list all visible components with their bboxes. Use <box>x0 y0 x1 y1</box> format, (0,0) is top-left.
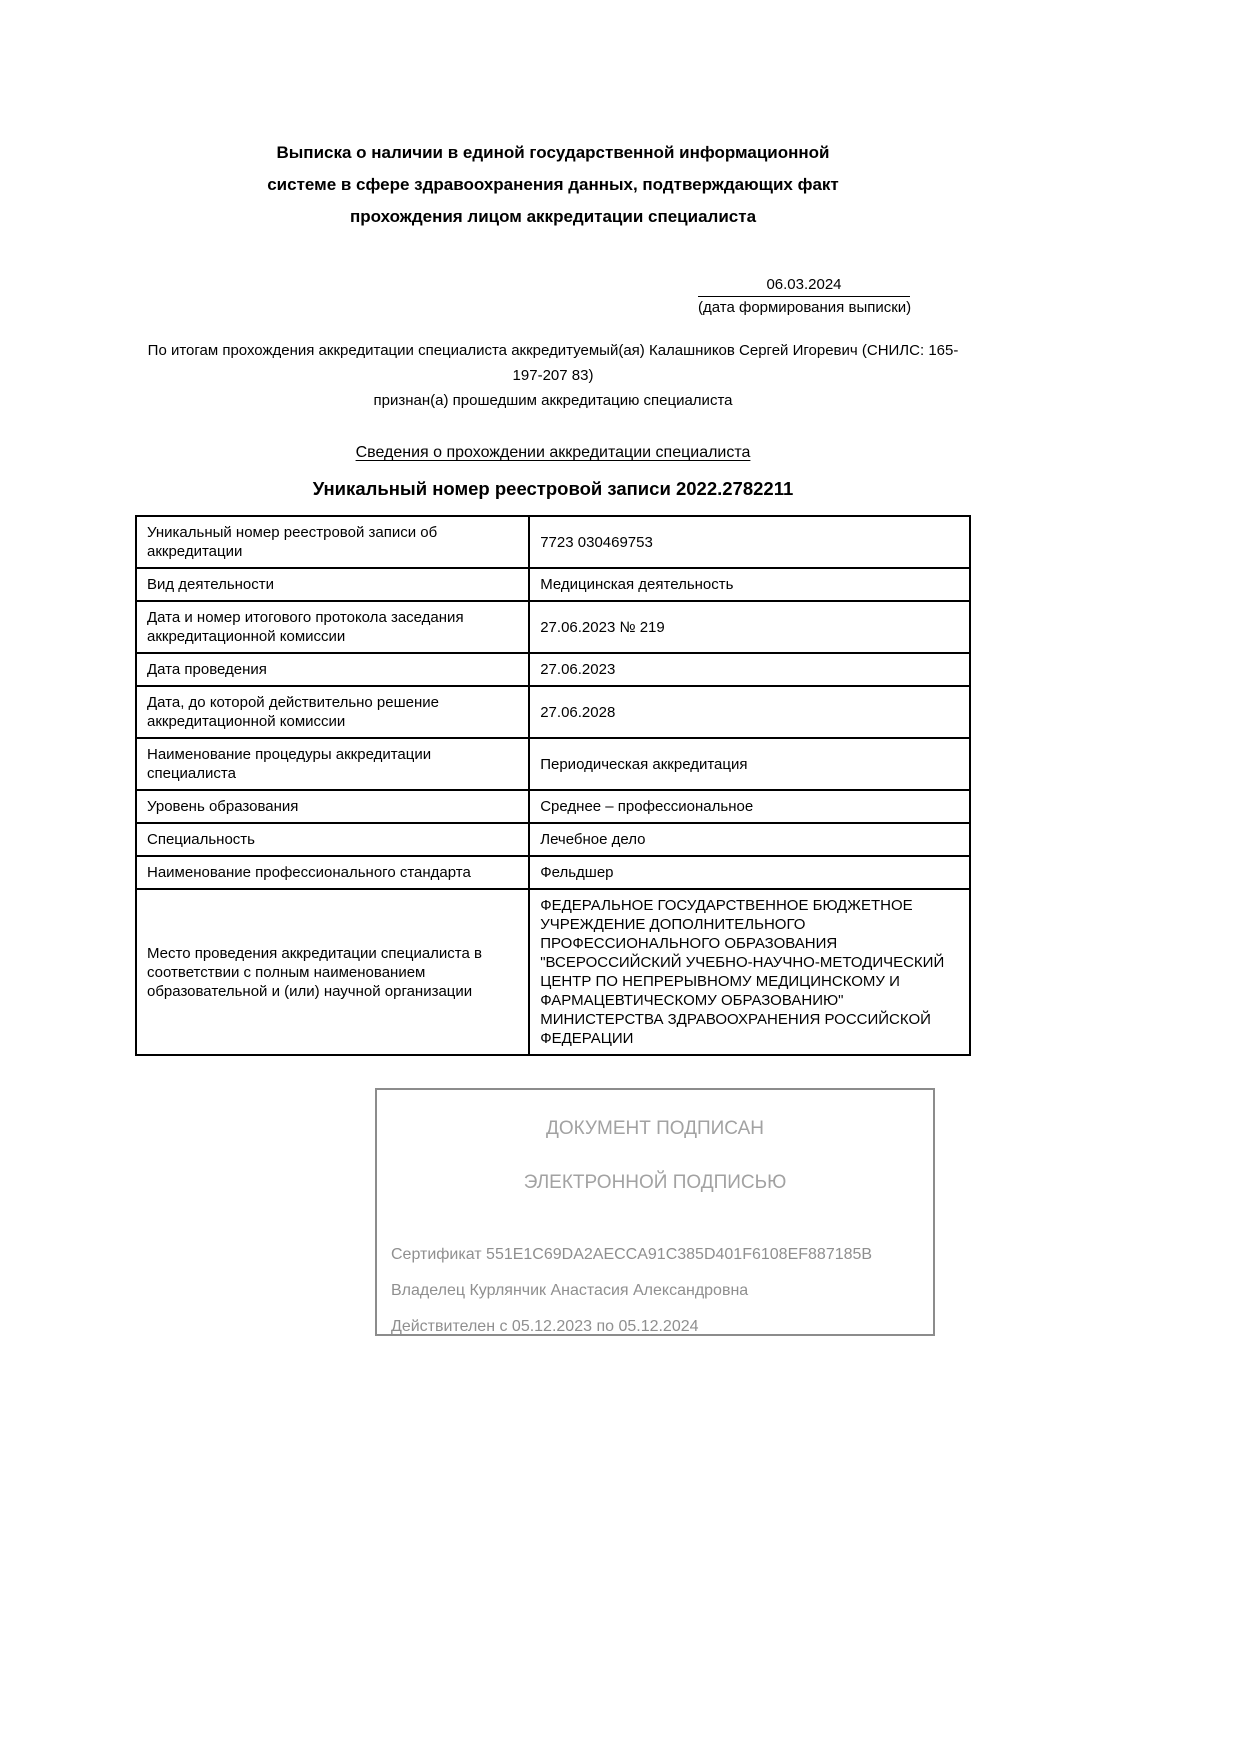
intro-paragraph <box>135 338 971 413</box>
row-label-cell: Уникальный номер реестровой записи об аккредитации <box>136 516 529 568</box>
table-row <box>136 823 970 856</box>
formation-date-label: (дата формирования выписки) <box>698 299 912 316</box>
page-title <box>135 137 971 233</box>
table-row <box>136 790 970 823</box>
row-value-cell: Среднее – профессиональное <box>529 790 970 823</box>
table-row <box>136 856 970 889</box>
section-heading: Сведения о прохождении аккредитации специалиста <box>355 444 751 461</box>
formation-date-value: 06.03.2024 <box>698 276 910 297</box>
table-row <box>136 601 970 653</box>
row-value-cell: Медицинская деятельность <box>529 568 970 601</box>
row-value-cell: Периодическая аккредитация <box>529 738 970 790</box>
certificate-line: Сертификат 551E1C69DA2AECCA91C385D401F6108EF887185B <box>391 1246 873 1263</box>
table-row <box>136 516 970 568</box>
intro-line: По итогам прохождения аккредитации специалиста аккредитуемый(ая) Калашников Сергей Игоревич (СНИЛС: 165-197-207 83) <box>147 342 959 384</box>
row-value-cell: Фельдшер <box>529 856 970 889</box>
accreditation-table-body <box>136 516 970 1055</box>
table-row <box>136 889 970 1055</box>
signature-info <box>377 1237 933 1345</box>
row-label-cell: Специальность <box>136 823 529 856</box>
row-label-cell: Место проведения аккредитации специалиста в соответствии с полным наименованием образовательной и (или) научной организации <box>136 889 529 1055</box>
row-value-cell: 27.06.2028 <box>529 686 970 738</box>
formation-date-block <box>698 276 910 316</box>
table-row <box>136 738 970 790</box>
row-value-cell: 27.06.2023 № 219 <box>529 601 970 653</box>
owner-line: Владелец Курлянчик Анастасия Александровна <box>391 1282 749 1299</box>
digital-signature-stamp <box>375 1088 935 1336</box>
signature-heading-line: ДОКУМЕНТ ПОДПИСАН <box>546 1118 764 1139</box>
row-label-cell: Дата, до которой действительно решение аккредитационной комиссии <box>136 686 529 738</box>
row-value-cell: 7723 030469753 <box>529 516 970 568</box>
row-label-cell: Дата и номер итогового протокола заседания аккредитационной комиссии <box>136 601 529 653</box>
row-label-cell: Дата проведения <box>136 653 529 686</box>
row-label-cell: Вид деятельности <box>136 568 529 601</box>
table-row <box>136 568 970 601</box>
intro-line: признан(а) прошедшим аккредитацию специалиста <box>373 392 733 409</box>
signature-heading-line: ЭЛЕКТРОННОЙ ПОДПИСЬЮ <box>523 1172 787 1193</box>
row-value-cell: ФЕДЕРАЛЬНОЕ ГОСУДАРСТВЕННОЕ БЮДЖЕТНОЕ УЧРЕЖДЕНИЕ ДОПОЛНИТЕЛЬНОГО ПРОФЕССИОНАЛЬНОГО ОБРАЗОВАНИЯ "ВСЕРОССИЙСКИЙ УЧЕБНО-НАУЧНО-МЕТОДИЧЕСКИЙ ЦЕНТР ПО НЕПРЕРЫВНОМУ МЕДИЦИНСКОМУ И ФАРМАЦЕВТИЧЕСКОМУ ОБРАЗОВАНИЮ" МИНИСТЕРСТВА ЗДРАВООХРАНЕНИЯ РОССИЙСКОЙ ФЕДЕРАЦИИ <box>529 889 970 1055</box>
table-row <box>136 686 970 738</box>
row-label-cell: Наименование процедуры аккредитации специалиста <box>136 738 529 790</box>
row-value-cell: Лечебное дело <box>529 823 970 856</box>
row-label-cell: Наименование профессионального стандарта <box>136 856 529 889</box>
page-title-line: прохождения лицом аккредитации специалиста <box>349 207 757 226</box>
accreditation-table <box>135 515 971 1056</box>
page-title-line: Выписка о наличии в единой государственной информационной <box>276 143 830 162</box>
registry-number-heading: Уникальный номер реестровой записи 2022.2782211 <box>312 478 794 499</box>
row-label-cell: Уровень образования <box>136 790 529 823</box>
table-row <box>136 653 970 686</box>
row-value-cell: 27.06.2023 <box>529 653 970 686</box>
validity-line: Действителен с 05.12.2023 по 05.12.2024 <box>391 1318 699 1335</box>
page-title-line: системе в сфере здравоохранения данных, подтверждающих факт <box>267 175 839 194</box>
